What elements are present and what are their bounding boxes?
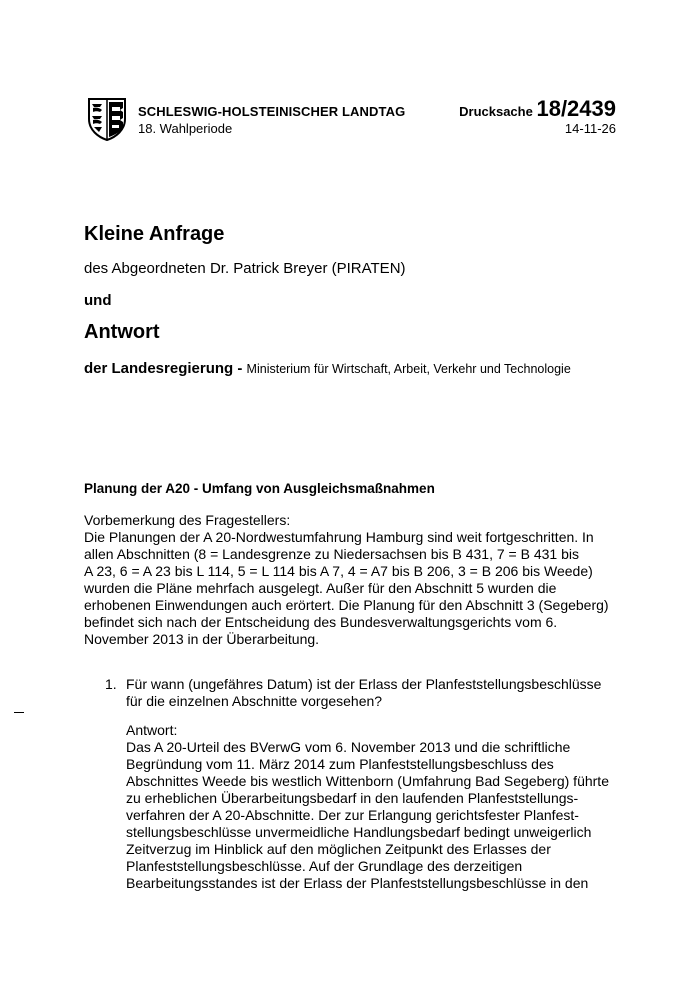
- government-line: [84, 360, 571, 377]
- answer-line: zu erheblichen Überarbeitungsbedarf in den laufenden Planfeststellungs-: [126, 790, 579, 806]
- answer-line: Das A 20-Urteil des BVerwG vom 6. November 2013 und die schriftliche: [126, 739, 571, 755]
- answer-line: Zeitverzug im Hinblick auf den möglichen Zeitpunkt des Erlasses der: [126, 841, 551, 857]
- question-line: für die einzelnen Abschnitte vorgesehen?: [126, 693, 383, 709]
- answer-line: Begründung vom 11. März 2014 zum Planfeststellungsbeschluss des: [126, 756, 554, 772]
- preface-label: Vorbemerkung des Fragestellers:: [84, 512, 291, 528]
- landtag-coat-of-arms: [87, 97, 127, 141]
- answer-line: stellungsbeschlüsse unvermeidliche Handlungsbedarf bedingt unweigerlich: [126, 824, 592, 840]
- answer-block: [126, 722, 609, 892]
- drucksache-number: 18/2439: [536, 96, 616, 121]
- heading-antwort: Antwort: [84, 321, 160, 343]
- margin-mark: [14, 712, 24, 713]
- parliament-name: SCHLESWIG-HOLSTEINISCHER LANDTAG: [138, 104, 406, 119]
- question-number: 1.: [105, 676, 117, 692]
- preface-line: Die Planungen der A 20-Nordwestumfahrung Hamburg sind weit fortgeschritten. In: [84, 529, 594, 545]
- question-line: Für wann (ungefähres Datum) ist der Erlass der Planfeststellungsbeschlüsse: [126, 676, 602, 692]
- subject-heading: Planung der A20 - Umfang von Ausgleichsmaßnahmen: [84, 481, 435, 496]
- ministry-name: Ministerium für Wirtschaft, Arbeit, Verkehr und Technologie: [246, 362, 571, 376]
- preface-line: erhobenen Einwendungen auch erörtert. Die Planung für den Abschnitt 3 (Segeberg): [84, 597, 609, 613]
- government-label: der Landesregierung -: [84, 360, 243, 377]
- preface-block: [84, 512, 624, 648]
- answer-label: Antwort:: [126, 722, 178, 738]
- question-text: [126, 676, 601, 710]
- answer-line: Abschnittes Weede bis westlich Wittenborn (Umfahrung Bad Segeberg) führte: [126, 773, 609, 789]
- answer-line: verfahren der A 20-Abschnitte. Der zur Erlangung gerichtsfester Planfest-: [126, 807, 579, 823]
- drucksache: [459, 96, 616, 122]
- drucksache-label: Drucksache: [459, 104, 533, 119]
- heading-kleine-anfrage: Kleine Anfrage: [84, 223, 225, 245]
- preface-line: wurden die Pläne mehrfach ausgelegt. Außer für den Abschnitt 5 wurden die: [84, 580, 557, 596]
- answer-line: Bearbeitungsstandes ist der Erlass der Planfeststellungsbeschlüsse in den: [126, 875, 589, 891]
- preface-line: November 2013 in der Überarbeitung.: [84, 631, 320, 647]
- preface-line: A 23, 6 = A 23 bis L 114, 5 = L 114 bis A 7, 4 = A7 bis B 206, 3 = B 206 bis Weede): [84, 563, 593, 579]
- document-date: 14-11-26: [564, 121, 616, 136]
- answer-line: Planfeststellungsbeschlüsse. Auf der Grundlage des derzeitigen: [126, 858, 523, 874]
- und-label: und: [84, 292, 112, 309]
- questioner-line: des Abgeordneten Dr. Patrick Breyer (PIRATEN): [84, 260, 406, 277]
- preface-line: allen Abschnitten (8 = Landesgrenze zu Niedersachsen bis B 431, 7 = B 431 bis: [84, 546, 579, 562]
- legislative-period: 18. Wahlperiode: [138, 121, 233, 136]
- preface-line: befindet sich nach der Entscheidung des Bundesverwaltungsgerichts vom 6.: [84, 614, 558, 630]
